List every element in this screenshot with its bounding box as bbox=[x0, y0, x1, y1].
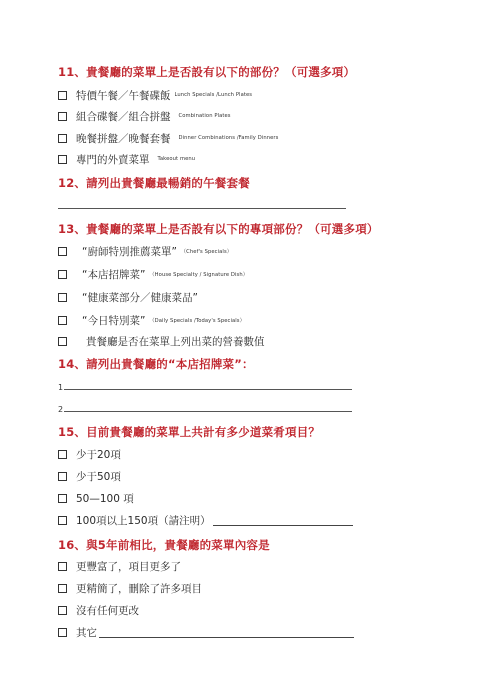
checkbox[interactable] bbox=[58, 270, 67, 279]
answer-line[interactable] bbox=[64, 411, 352, 412]
checkbox[interactable] bbox=[58, 494, 67, 503]
option-label: “廚師特別推薦菜單” bbox=[82, 245, 177, 258]
checkbox[interactable] bbox=[58, 472, 67, 481]
option-english: Lunch Specials /Lunch Plates bbox=[174, 92, 253, 98]
q15-option-2[interactable] bbox=[58, 469, 121, 483]
option-label: “健康菜部分／健康菜品” bbox=[82, 291, 198, 304]
q11-option-2[interactable] bbox=[58, 109, 231, 123]
checkbox[interactable] bbox=[58, 247, 67, 256]
option-english: （Daily Specials /Today's Specials） bbox=[149, 317, 245, 324]
option-english: （Chef's Specials） bbox=[180, 248, 233, 255]
q16-option-4[interactable] bbox=[58, 625, 354, 639]
q11-option-4[interactable] bbox=[58, 152, 195, 166]
answer-line[interactable] bbox=[64, 389, 352, 390]
option-label: 其它 bbox=[76, 626, 97, 639]
q15-option-1[interactable] bbox=[58, 447, 121, 461]
q13-option-2[interactable] bbox=[58, 267, 248, 281]
checkbox[interactable] bbox=[58, 628, 67, 637]
option-label: 專門的外賣菜單 bbox=[76, 153, 150, 166]
q11-option-1[interactable] bbox=[58, 88, 252, 102]
other-input-line[interactable] bbox=[99, 636, 354, 638]
q15-title: 15、目前貴餐廳的菜單上共計有多少道菜肴項目？ bbox=[58, 425, 321, 439]
checkbox[interactable] bbox=[58, 293, 67, 302]
option-label: 更精簡了，刪除了許多項目 bbox=[76, 582, 202, 595]
q13-option-1[interactable] bbox=[58, 244, 232, 258]
option-label: 少于50項 bbox=[76, 470, 121, 483]
option-english: Takeout menu bbox=[157, 156, 196, 162]
q16-title: 16、與5年前相比，貴餐廳的菜單內容是 bbox=[58, 538, 270, 552]
q13-option-5[interactable] bbox=[58, 334, 265, 348]
checkbox[interactable] bbox=[58, 134, 67, 143]
line-number: 2 bbox=[58, 405, 64, 414]
line-number: 1 bbox=[58, 383, 64, 392]
q15-option-4[interactable] bbox=[58, 513, 353, 527]
checkbox[interactable] bbox=[58, 316, 67, 325]
checkbox[interactable] bbox=[58, 337, 67, 346]
option-label: 更豐富了，項目更多了 bbox=[76, 560, 181, 573]
checkbox[interactable] bbox=[58, 450, 67, 459]
option-label: 沒有任何更改 bbox=[76, 604, 139, 617]
checkbox[interactable] bbox=[58, 562, 67, 571]
other-input-line[interactable] bbox=[213, 524, 353, 526]
option-english: （House Specialty / Signature Dish） bbox=[149, 271, 249, 278]
q14-answer-2[interactable] bbox=[58, 400, 352, 414]
q14-answer-1[interactable] bbox=[58, 378, 352, 392]
q14-title: 14、請列出貴餐廳的“本店招牌菜”： bbox=[58, 357, 254, 371]
option-label: 組合碟餐／組合拼盤 bbox=[76, 110, 171, 123]
checkbox[interactable] bbox=[58, 112, 67, 121]
option-label: “今日特別菜” bbox=[82, 314, 146, 327]
checkbox[interactable] bbox=[58, 584, 67, 593]
option-label: 特價午餐／午餐碟飯 bbox=[76, 89, 171, 102]
q13-title: 13、貴餐廳的菜單上是否設有以下的專項部份？（可選多項） bbox=[58, 222, 379, 236]
option-english: Dinner Combinations /Family Dinners bbox=[178, 135, 279, 141]
q12-title: 12、請列出貴餐廳最暢銷的午餐套餐 bbox=[58, 176, 250, 190]
option-label: 晚餐拼盤／晚餐套餐 bbox=[76, 132, 171, 145]
q11-option-3[interactable] bbox=[58, 131, 278, 145]
option-label: 少于20項 bbox=[76, 448, 121, 461]
option-label: 貴餐廳是否在菜單上列出菜的營養數值 bbox=[86, 335, 265, 348]
option-label: 100項以上150項（請注明） bbox=[76, 514, 211, 527]
checkbox[interactable] bbox=[58, 516, 67, 525]
q16-option-3[interactable] bbox=[58, 603, 139, 617]
q13-option-3[interactable] bbox=[58, 290, 198, 304]
q13-option-4[interactable] bbox=[58, 313, 245, 327]
checkbox[interactable] bbox=[58, 91, 67, 100]
option-english: Combination Plates bbox=[178, 113, 231, 119]
q16-option-1[interactable] bbox=[58, 559, 181, 573]
q15-option-3[interactable] bbox=[58, 491, 134, 505]
checkbox[interactable] bbox=[58, 606, 67, 615]
q16-option-2[interactable] bbox=[58, 581, 202, 595]
checkbox[interactable] bbox=[58, 155, 67, 164]
q12-answer-line[interactable] bbox=[58, 208, 346, 209]
q11-title: 11、貴餐廳的菜單上是否設有以下的部份？（可選多項） bbox=[58, 65, 356, 79]
option-label: 50—100 項 bbox=[76, 492, 134, 505]
option-label: “本店招牌菜” bbox=[82, 268, 146, 281]
